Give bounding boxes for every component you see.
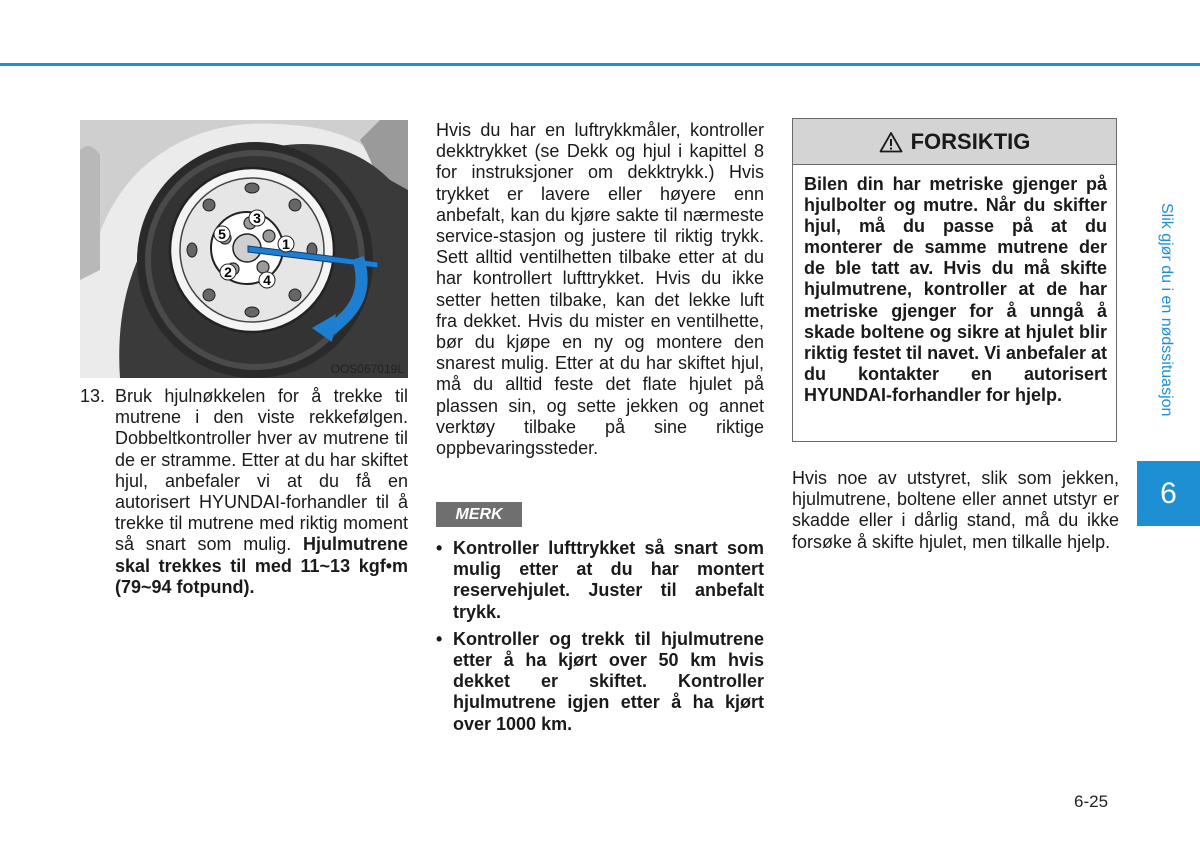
label-1: 1 — [282, 236, 290, 252]
wheel-drawing — [80, 120, 408, 378]
caution-text: Bilen din har metriske gjenger på hjulbolter og mutre. Når du skifter hjul, må du passe på at du monterer de samme mutrene der de ble tatt av. Hvis du må skifte hjulmutrene, kontroller at de har metriske gjenger for å unngå å skade boltene og sikre at hjulet blir riktig festet til navet. Vi anbefaler at du kontakter en autorisert HYUNDAI-forhandler for hjelp. — [804, 174, 1107, 405]
step-text — [115, 386, 408, 598]
merk-item — [436, 538, 764, 623]
merk-item — [436, 629, 764, 735]
step-13 — [80, 386, 408, 598]
merk-badge: MERK — [436, 502, 522, 527]
label-3: 3 — [253, 210, 261, 226]
wheel-illustration — [80, 120, 408, 378]
step-bold: Hjulmutrene skal trekkes til med 11~13 kgf•m (79~94 fotpund). — [115, 534, 408, 597]
merk-item-text: Kontroller lufttrykket så snart som mulig etter at du har montert reservehjulet. Juster til anbefalt trykk. — [453, 538, 764, 622]
middle-paragraph: Hvis du har en luftrykkmåler, kontroller dekktrykket (se Dekk og hjul i kapittel 8 for instruksjoner om dekktrykk.) Hvis trykket er lavere eller høyere enn anbefalt, kan du kjøre sakte til nærmeste service-stasjon og justere til riktig trykk. Sett alltid ventilhetten tilbake etter at du har kontrollert lufttrykket. Hvis du ikke setter hetten tilbake, kan det lekke luft fra dekket. Hvis du mister en ventilhette, bør du kjøpe en ny og montere den snarest mulig. Etter at du har skiftet hjul, må du alltid feste det flate hjulet på plassen sin, og sette jekken og annet verktøy tilbake på sine riktige oppbevaringssteder. — [436, 120, 764, 459]
step-body: Bruk hjulnøkkelen for å trekke til mutrene i den viste rekkefølgen. Dobbeltkontroller hver av mutrene til de er stramme. Etter at du har skiftet hjul, anbefaler vi at du få en autorisert HYUNDAI-forhandler til å trekke til mutrene med riktig moment så snart som mulig. — [115, 386, 408, 555]
caution-box — [792, 118, 1117, 442]
right-paragraph: Hvis noe av utstyret, slik som jekken, hjulmutrene, boltene eller annet utstyr er skadde eller i dårlig stand, må du ikke forsøke å skifte hjulet, men tilkalle hjelp. — [792, 468, 1119, 552]
merk-item-text: Kontroller og trekk til hjulmutrene etter å ha kjørt over 50 km hvis dekket er skiftet. Kontroller hjulmutrene igjen etter å ha kjørt over 1000 km. — [453, 628, 764, 734]
header-rule — [0, 63, 1200, 66]
figure-code: OOS067019L — [330, 362, 404, 376]
section-title: Slik gjør du i en nødssituasjon — [1158, 203, 1175, 417]
page-number: 6-25 — [1074, 792, 1109, 811]
bullet-icon: • — [436, 538, 443, 558]
caution-header — [793, 119, 1116, 165]
right-column — [792, 468, 1119, 553]
label-4: 4 — [263, 272, 271, 288]
caution-title: FORSIKTIG — [910, 128, 1031, 154]
warning-triangle-icon — [879, 131, 903, 153]
bullet-icon: • — [436, 628, 443, 649]
step-number: 13. — [80, 386, 106, 406]
merk-list — [436, 538, 764, 741]
label-5: 5 — [218, 226, 226, 242]
middle-column — [436, 120, 764, 459]
label-2: 2 — [224, 264, 232, 280]
chapter-tab: 6 — [1137, 461, 1200, 526]
